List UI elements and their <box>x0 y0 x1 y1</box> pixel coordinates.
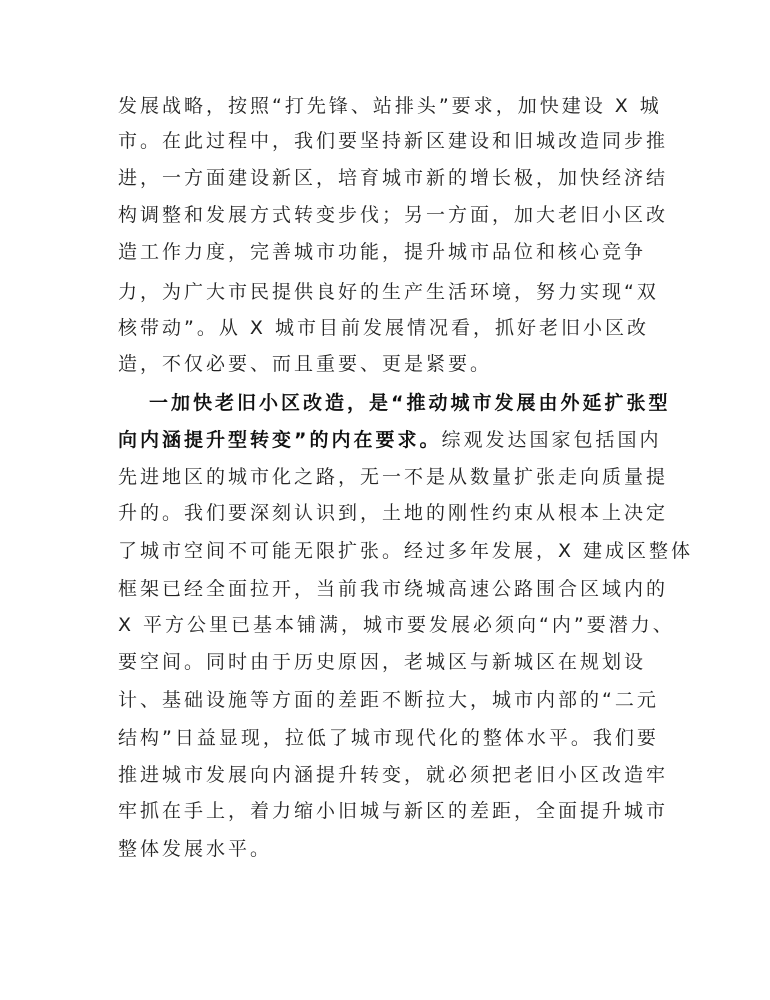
paragraph1-line-6: 力，为广大市民提供良好的生产生活环境，努力实现“双 <box>118 281 659 303</box>
paragraph2-line-3: 先进地区的城市化之路，无一不是从数量扩张走向质量提 <box>118 466 669 488</box>
paragraph2-line-10: 结构”日益显现，拉低了城市现代化的整体水平。我们要 <box>118 727 659 749</box>
paragraph2-line-9: 计、基础设施等方面的差距不断拉大，城市内部的“二元 <box>118 689 659 711</box>
paragraph1-line-5: 造工作力度，完善城市功能，提升城市品位和核心竞争 <box>118 241 647 263</box>
paragraph2-line-8: 要空间。同时由于历史原因，老城区与新城区在规划设 <box>118 651 647 673</box>
paragraph2-line-2-rest: 综观发达国家包括国内 <box>441 429 662 451</box>
paragraph1-line-1: 发展战略，按照“打先锋、站排头”要求，加快建设 X 城 <box>118 95 662 117</box>
paragraph2-line-12: 牢抓在手上，着力缩小旧城与新区的差距，全面提升城市 <box>118 800 669 822</box>
paragraph1-line-3: 进，一方面建设新区，培育城市新的增长极，加快经济结 <box>118 167 669 189</box>
paragraph2-line-6: 框架已经全面拉开，当前我市绕城高速公路围合区域内的 <box>118 578 669 600</box>
paragraph1-line-8: 造，不仅必要、而且重要、更是紧要。 <box>118 353 493 375</box>
paragraph1-line-2: 市。在此过程中，我们要坚持新区建设和旧城改造同步推 <box>118 130 669 152</box>
paragraph1-line-7: 核带动”。从 X 城市目前发展情况看，抓好老旧小区改 <box>118 317 649 339</box>
paragraph2-line-2 <box>118 420 662 460</box>
paragraph2-line-11: 推进城市发展向内涵提升转变，就必须把老旧小区改造牢 <box>118 764 669 786</box>
paragraph2-line-4: 升的。我们要深刻认识到，土地的刚性约束从根本上决定 <box>118 502 669 524</box>
paragraph2-heading-line-2: 向内涵提升型转变”的内在要求。 <box>118 429 442 451</box>
paragraph2-line-7: X 平方公里已基本铺满，城市要发展必须向“内”要潜力、 <box>118 614 675 636</box>
paragraph2-line-13: 整体发展水平。 <box>118 838 273 860</box>
paragraph1-line-4: 构调整和发展方式转变步伐；另一方面，加大老旧小区改 <box>118 204 669 226</box>
paragraph2-heading-line-1: 一加快老旧小区改造，是“推动城市发展由外延扩张型 <box>149 392 671 414</box>
paragraph2-line-5: 了城市空间不可能无限扩张。经过多年发展，X 建成区整体 <box>118 540 694 562</box>
